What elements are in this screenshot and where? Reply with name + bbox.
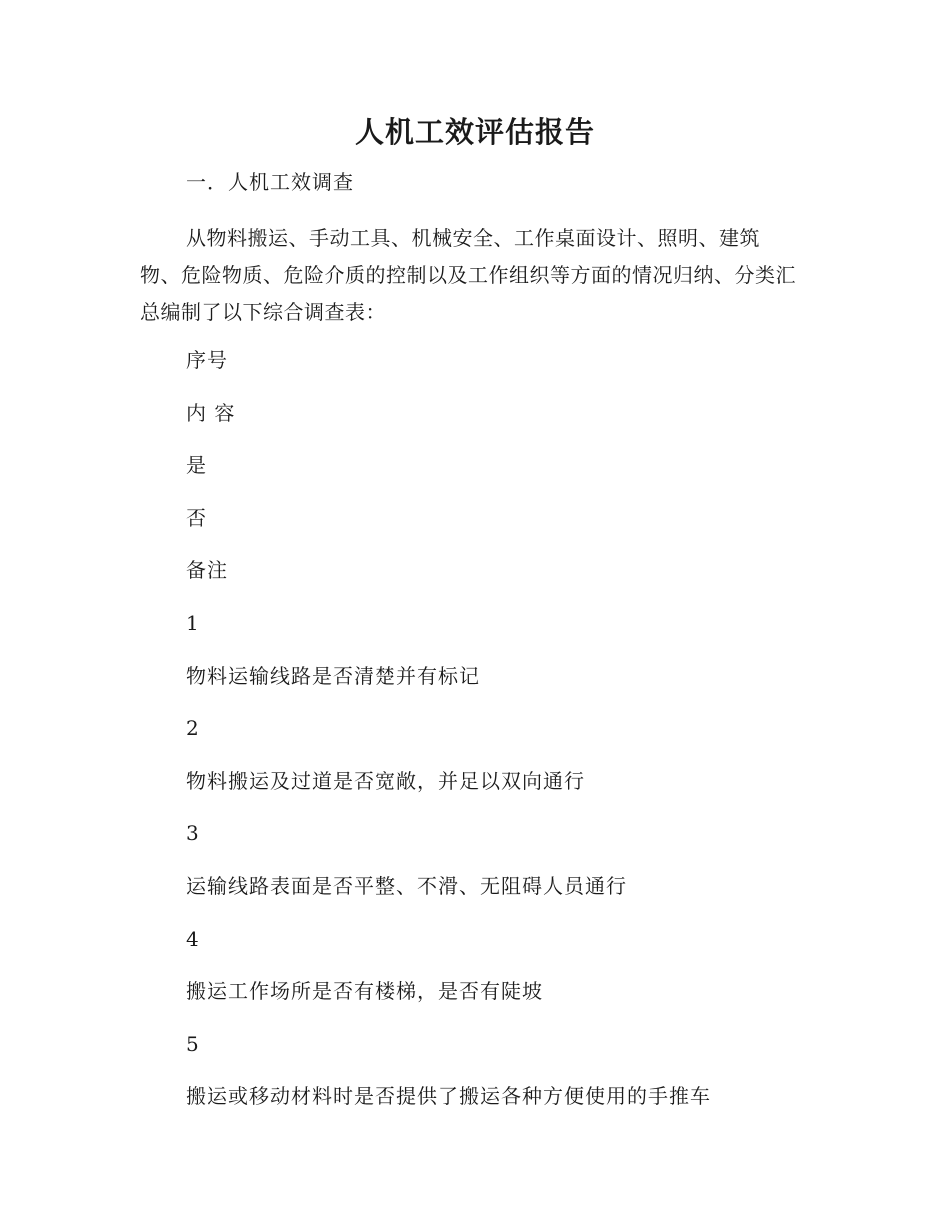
section-heading: 一．人机工效调查 (186, 170, 354, 194)
row-content: 物料搬运及过道是否宽敞，并足以双向通行 (186, 768, 585, 793)
table-header-content: 内 容 (186, 400, 236, 425)
row-number: 3 (186, 821, 200, 846)
row-content: 搬运或移动材料时是否提供了搬运各种方便使用的手推车 (186, 1084, 711, 1109)
table-header-remarks: 备注 (186, 558, 228, 583)
row-number: 1 (186, 610, 200, 635)
table-header-no: 否 (186, 505, 207, 530)
table-header-yes: 是 (186, 453, 207, 478)
row-content: 搬运工作场所是否有楼梯，是否有陡坡 (186, 979, 543, 1004)
row-number: 4 (186, 926, 200, 951)
row-number: 2 (186, 716, 200, 741)
row-number: 5 (186, 1031, 200, 1056)
table-header-serial: 序号 (186, 348, 228, 372)
row-content: 物料运输线路是否清楚并有标记 (186, 663, 480, 688)
document-title: 人机工效评估报告 (354, 115, 595, 149)
intro-paragraph: 从物料搬运、手动工具、机械安全、工作桌面设计、照明、建筑物、危险物质、危险介质的控制以及工作组织等方面的情况归纳、分类汇总编制了以下综合调查表： (140, 226, 796, 324)
row-content: 运输线路表面是否平整、不滑、无阻碍人员通行 (186, 873, 627, 898)
survey-table-content (186, 344, 806, 1133)
